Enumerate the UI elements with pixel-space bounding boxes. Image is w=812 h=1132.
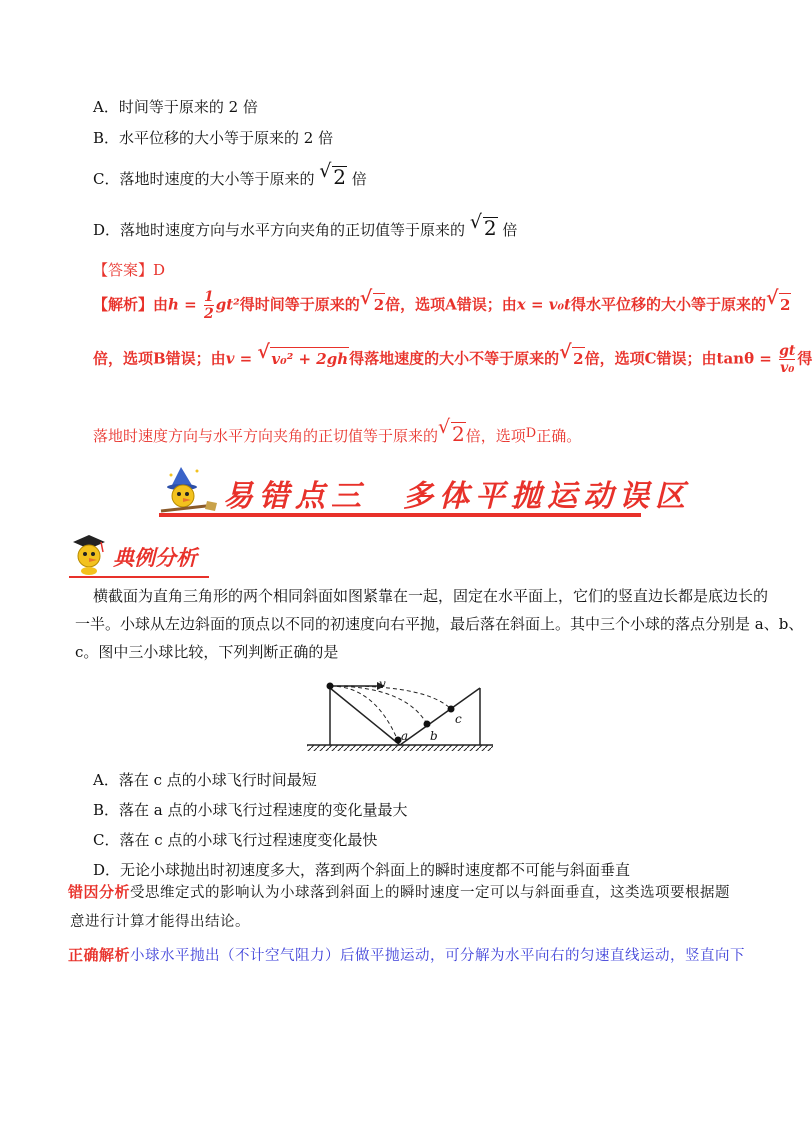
sqrt-symbol: √ 2 [438,416,465,446]
sqrt-symbol: √ 2 [319,160,347,189]
correct-analysis: 正确解析小球水平抛出（不计空气阻力）后做平抛运动，可分解为水平向右的匀速直线运动，竖直向下 [68,946,746,964]
analysis-line-1: 【解析】由h = $\frac{1}{2}$ gt²得时间等于原来的 √ 2倍，选项A错误；由x = v₀t得水平位移的大小等于原来的 √ 2 [93,286,791,322]
section-heading [69,532,209,578]
analysis-line-2: 倍，选项B错误；由v = √ v₀² + 2gh得落地速度的大小不等于原来的 √ 2倍，选项C错误；由tanθ = $\frac{gt}{\text{v₀}}$ 得 [93,340,812,376]
error-analysis: 错因分析受思维定式的影响认为小球落到斜面上的瞬时速度一定可以与斜面垂直，这类选项要根据题 意进行计算才能得出结论。 [68,883,731,930]
correct-analysis-label: 正确解析 [68,946,131,964]
sqrt-symbol: √ 2 [359,286,385,314]
label-b: b [430,729,438,743]
prev-option-b: B．水平位移的大小等于原来的 2 倍 [93,129,334,147]
problem-stem: 横截面为直角三角形的两个相同斜面如图紧靠在一起，固定在水平面上，它们的竖直边长都是底边长的 一半。小球从左边斜面的顶点以不同的初速度向右平抛，最后落在斜面上。其中三个小球的落点分别是 a、b、 c。图中三小球比较，下列判断正确的是 [75,587,804,661]
label-v: v [379,677,386,691]
sqrt-symbol: √ v₀² + 2gh [257,340,349,368]
banner-title: 易错点三 多体平抛运动误区 [223,479,691,514]
option-b: B．落在 a 点的小球飞行过程速度的变化量最大 [93,801,408,819]
section-title: 典例分析 [113,546,197,570]
prev-option-c: C．落地时速度的大小等于原来的 √ 2 倍 [93,160,367,189]
prev-option-a: A．时间等于原来的 2 倍 [93,98,258,116]
prev-option-d: D．落地时速度方向与水平方向夹角的正切值等于原来的 √ 2 倍 [93,211,518,240]
graduate-mascot-icon [69,532,109,576]
error-analysis-label: 错因分析 [68,883,131,901]
wizard-mascot-icon [159,465,217,515]
section-banner [159,465,691,517]
label-c: c [455,712,462,726]
option-d: D．无论小球抛出时初速度多大，落到两个斜面上的瞬时速度都不可能与斜面垂直 [93,861,631,879]
label-a: a [401,729,409,743]
inclines-figure [305,676,495,756]
analysis-line-3: 落地时速度方向与水平方向夹角的正切值等于原来的 √ 2倍，选项D正确。 [93,416,582,446]
sqrt-symbol: √ 2 [765,286,791,314]
heading-underline [69,576,209,578]
answer-line: 【答案】D [93,261,166,279]
sqrt-symbol: √ 2 [559,340,584,368]
sqrt-symbol: √ 2 [469,211,497,240]
option-a: A．落在 c 点的小球飞行时间最短 [93,771,317,789]
option-c: C．落在 c 点的小球飞行过程速度变化最快 [93,831,378,849]
